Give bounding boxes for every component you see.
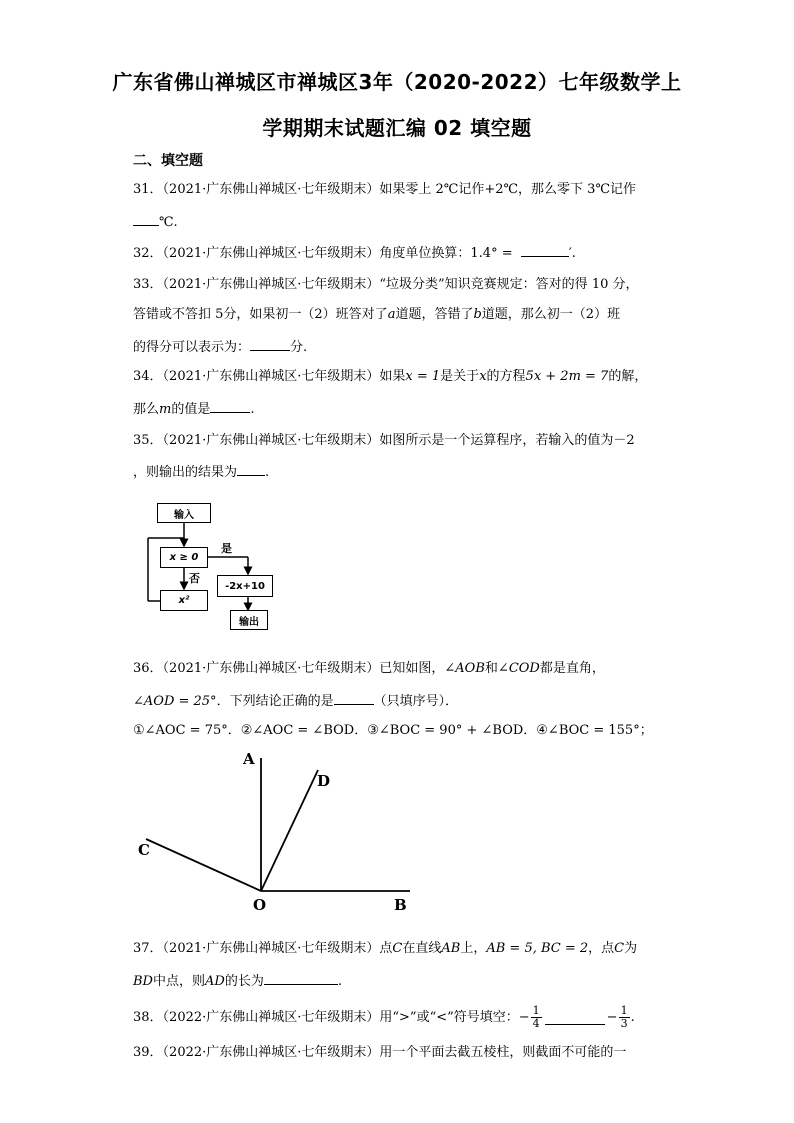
angle-figure	[130, 748, 420, 918]
q37-line1: 37．（2021·广东佛山禅城区·七年级期末）点C在直线AB上，AB = 5, BC = 2，点C为	[133, 941, 638, 956]
flow-condition-box: x ≥ 0	[160, 547, 208, 568]
q37-line2: BD中点，则AD的长为 .	[133, 970, 342, 992]
answer-blank[interactable]	[545, 1010, 605, 1025]
answer-blank[interactable]	[264, 970, 338, 985]
fraction-one-quarter: $\frac{1}{4}$	[532, 1004, 540, 1030]
point-label-d: D	[317, 772, 331, 790]
flow-yes-label: 是	[221, 542, 232, 555]
q35-line1: 35．（2021·广东佛山禅城区·七年级期末）如图所示是一个运算程序，若输入的值为－2	[133, 433, 635, 448]
answer-blank[interactable]	[133, 211, 159, 226]
answer-blank[interactable]	[250, 336, 290, 351]
q33-line3: 的得分可以表示为： 分.	[133, 336, 307, 358]
q38-line: 38．（2022·广东佛山禅城区·七年级期末）用“>”或“<”符号填空： − $\frac{1}{4}$ − $\frac{1}{3}$ .	[133, 1004, 635, 1030]
fraction-one-third: $\frac{1}{3}$	[620, 1004, 628, 1030]
section-heading: 二、填空题	[133, 153, 203, 169]
q36-line1: 36．（2021·广东佛山禅城区·七年级期末）已知如图，∠AOB和∠COD都是直角，	[133, 661, 605, 676]
document-title-line1: 广东省佛山禅城区市禅城区3年（2020-2022）七年级数学上	[112, 70, 682, 94]
flow-square-box: x²	[160, 590, 208, 611]
flow-no-label: 否	[189, 572, 200, 585]
q33-line1: 33．（2021·广东佛山禅城区·七年级期末）“垃圾分类”知识竞赛规定：答对的得 10 分，	[133, 277, 639, 292]
answer-blank[interactable]	[210, 398, 250, 413]
angle-figure-lines	[130, 748, 420, 918]
flow-output-box: 输出	[230, 610, 268, 630]
q33-line2: 答错或不答扣 5分，如果初一（2）班答对了a道题，答错了b道题，那么初一（2）班	[133, 307, 621, 322]
document-title-line2: 学期期末试题汇编 02 填空题	[262, 116, 532, 140]
q31-line2: ℃.	[133, 211, 178, 233]
answer-blank[interactable]	[334, 690, 374, 705]
q34-line2: 那么m的值是 .	[133, 398, 255, 420]
q36-line2: ∠AOD = 25°．下列结论正确的是 （只填序号）．	[133, 690, 458, 712]
q32-line: 32．（2021·广东佛山禅城区·七年级期末）角度单位换算：1.4° = ′.	[133, 242, 576, 264]
q34-line1: 34．（2021·广东佛山禅城区·七年级期末）如果x = 1是关于x的方程5x + 2m = 7的解，	[133, 369, 648, 384]
flow-input-box: 输入	[157, 503, 211, 523]
point-label-c: C	[138, 841, 150, 859]
point-label-a: A	[243, 750, 255, 768]
point-label-b: B	[394, 896, 407, 914]
q31-line1: 31．（2021·广东佛山禅城区·七年级期末）如果零上 2℃记作+2℃，那么零下 3℃记作	[133, 182, 636, 197]
answer-blank[interactable]	[237, 461, 265, 476]
q36-options: ①∠AOC = 75°．②∠AOC = ∠BOD．③∠BOC = 90° + ∠BOD．④∠BOC = 155°；	[133, 723, 653, 738]
q35-line2: ，则输出的结果为 .	[133, 461, 269, 483]
flowchart-figure	[145, 500, 285, 635]
answer-blank[interactable]	[521, 242, 569, 257]
flow-formula-box: -2x+10	[217, 575, 273, 597]
point-label-o: O	[253, 896, 267, 914]
q39-line1: 39．（2022·广东佛山禅城区·七年级期末）用一个平面去截五棱柱，则截面不可能的一	[133, 1045, 627, 1060]
